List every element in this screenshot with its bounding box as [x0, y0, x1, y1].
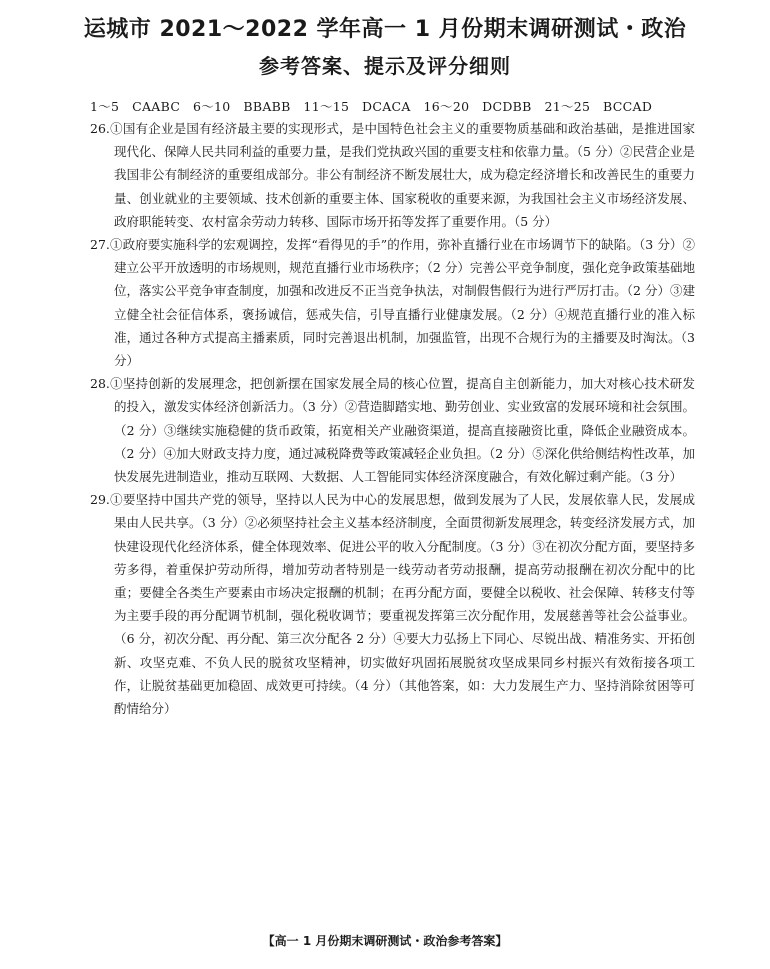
question-number: 26. — [90, 121, 110, 136]
question-29-answer — [90, 488, 695, 720]
question-number: 28. — [90, 376, 110, 392]
answer-text: ①要坚持中国共产党的领导，坚持以人民为中心的发展思想，做到发展为了人民，发展依靠人民，发展成果由人民共享。（3 分）②必须坚持社会主义基本经济制度，全面贯彻新发展理念，转变经济发展方式，加快建设现代化经济体系，健全体现效率、促进公平的收入分配制度。（3 分）③在初次分配方面，要坚持多劳多得，着重保护劳动所得，增加劳动者特别是一线劳动者劳动报酬，提高劳动报酬在初次分配中的比重；要健全各类生产要素由市场决定报酬的机制；在再分配方面，要健全以税收、社会保障、转移支付等为主要手段的再分配调节机制，强化税收调节；要重视发挥第三次分配作用，发展慈善等社会公益事业。（6 分，初次分配、再分配、第三次分配各 2 分）④要大力弘扬上下同心、尽锐出战、精准务实、开拓创新、攻坚克难、不负人民的脱贫攻坚精神，切实做好巩固拓展脱贫攻坚成果同乡村振兴有效衔接各项工作，让脱贫基础更加稳固、成效更可持续。（4 分）（其他答案，如：大力发展生产力、坚持消除贫困等可酌情给分） — [109, 492, 695, 717]
question-28-answer — [90, 372, 695, 488]
answer-text: ①政府要实施科学的宏观调控，发挥“看得见的手”的作用，弥补直播行业在市场调节下的缺陷。（3 分）②建立公平开放透明的市场规则，规范直播行业市场秩序；（2 分）完善公平竞争制度，强化竞争政策基础地位，落实公平竞争审查制度，加强和改进反不正当竞争执法，对制假售假行为进行严厉打击。（2 分）③建立健全社会征信体系，褒扬诚信，惩戒失信，引导直播行业健康发展。（2 分）④规范直播行业的准入标准，通过各种方式提高主播素质，同时完善退出机制，加强监管，出现不合规行为的主播要及时淘汰。（3 分） — [109, 237, 695, 369]
question-26-answer — [90, 117, 695, 233]
question-27-answer — [90, 233, 695, 372]
document-title: 运城市 2021～2022 学年高一 1 月份期末调研测试・政治 — [83, 17, 687, 42]
answer-text: ①国有企业是国有经济最主要的实现形式，是中国特色社会主义的重要物质基础和政治基础，是推进国家现代化、保障人民共同利益的重要力量，是我们党执政兴国的重要支柱和依靠力量。（5 分）②民营企业是我国非公有制经济的重要组成部分。非公有制经济不断发展壮大，成为稳定经济增长和改善民生的重要力量、创业就业的主要领域、技术创新的重要主体、国家税收的重要来源，为我国社会主义市场经济发展、政府职能转变、农村富余劳动力转移、国际市场开拓等发挥了重要作用。（5 分） — [109, 121, 695, 229]
document-subtitle: 参考答案、提示及评分细则 — [259, 54, 511, 78]
answer-text: ①坚持创新的发展理念，把创新摆在国家发展全局的核心位置，提高自主创新能力，加大对核心技术研发的投入，激发实体经济创新活力。（3 分）②营造脚踏实地、勤劳创业、实业致富的发展环境和社会氛围。（2 分）③继续实施稳健的货币政策，拓宽相关产业融资渠道，提高直接融资比重，降低企业融资成本。（2 分）④加大财政支持力度，通过减税降费等政策减轻企业负担。（2 分）⑤深化供给侧结构性改革，加快发展先进制造业，推动互联网、大数据、人工智能同实体经济深度融合，有效化解过剩产能。（3 分） — [109, 376, 695, 485]
multiple-choice-answer-key: 1～5 CAABC 6～10 BBABB 11～15 DCACA 16～20 DCDBB 21～25 BCCAD — [90, 99, 653, 114]
question-number: 27. — [90, 237, 110, 253]
question-number: 29. — [90, 492, 110, 508]
page-footer: 【高一 1 月份期末调研测试・政治参考答案】 — [262, 934, 508, 948]
answer-content — [90, 117, 695, 720]
